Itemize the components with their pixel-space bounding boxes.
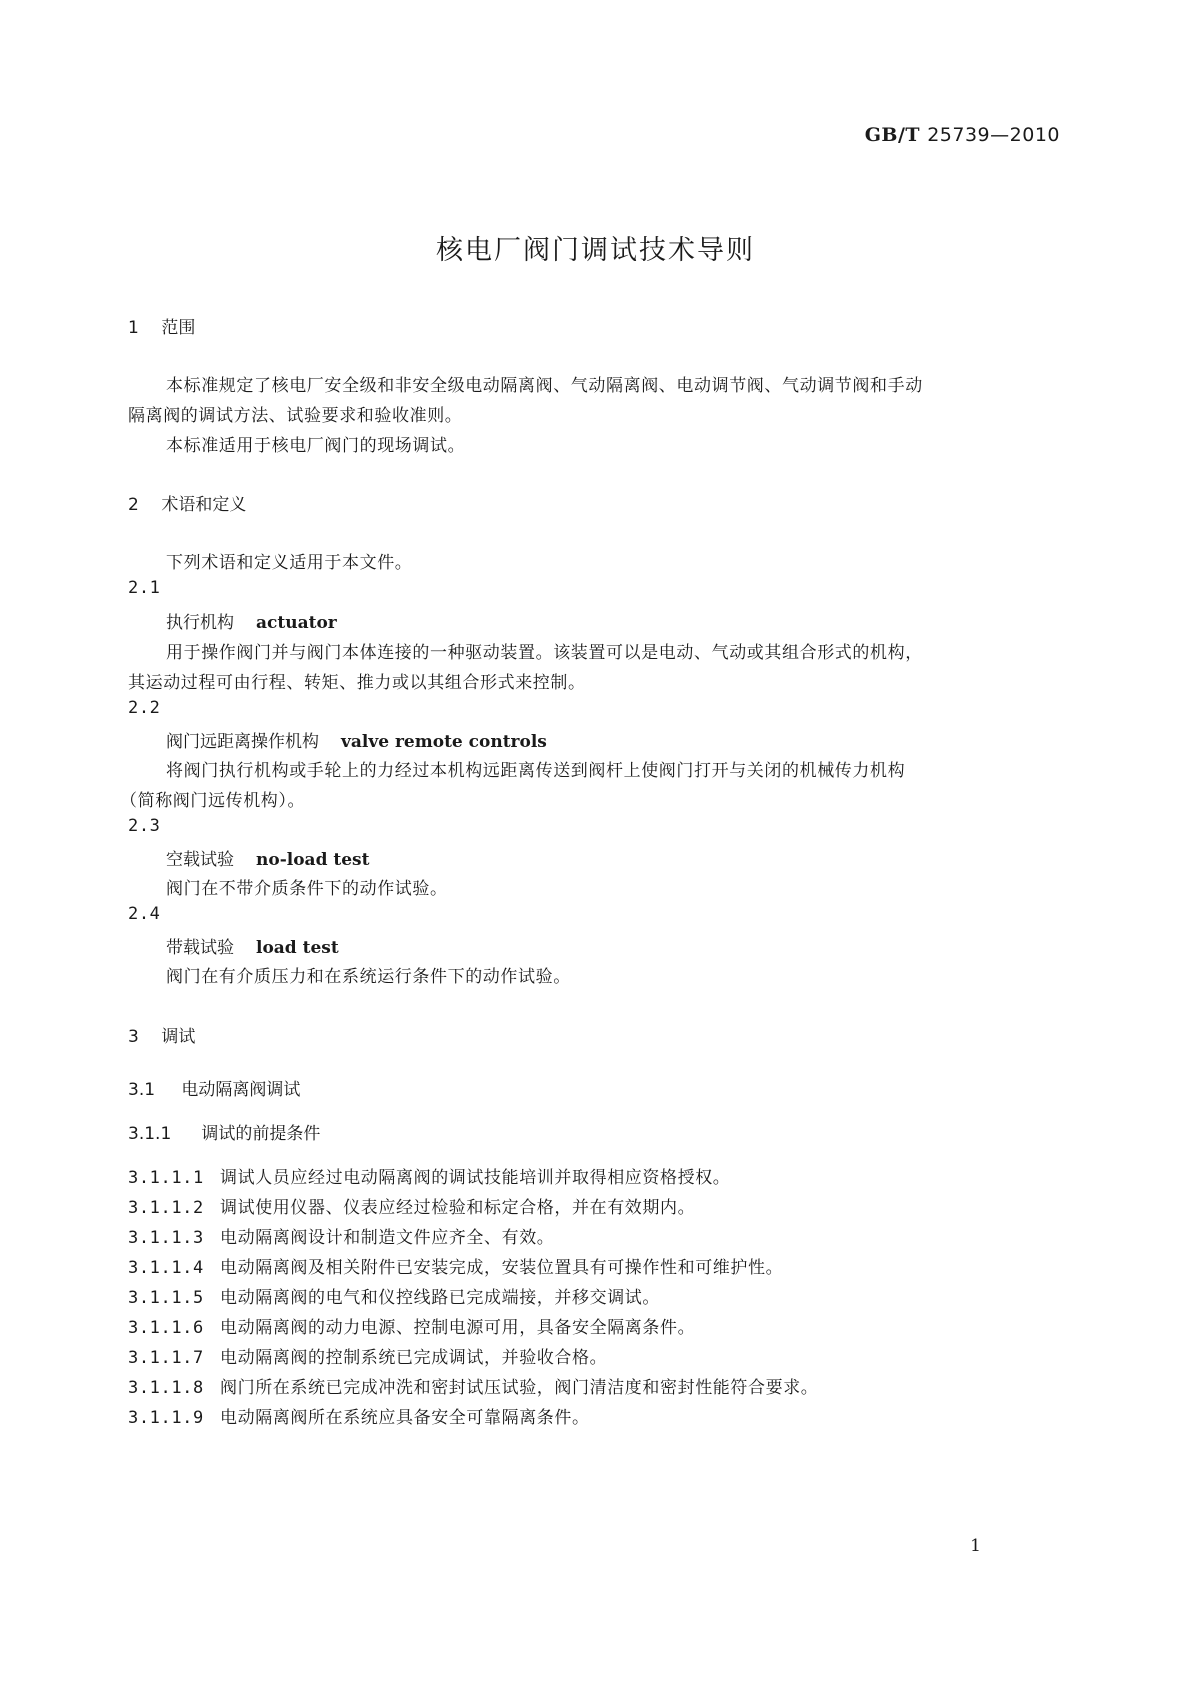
clause-number: 3.1.1.6	[128, 1318, 204, 1338]
section-heading-3	[128, 1022, 195, 1047]
clause-text: 电动隔离阀所在系统应具备安全可靠隔离条件。	[220, 1408, 590, 1428]
section-title: 调试	[161, 1027, 196, 1047]
clause-number: 3.1.1.9	[128, 1408, 204, 1428]
clause-item	[128, 1343, 607, 1368]
clause-item	[128, 1253, 783, 1278]
clause-number: 3.1.1.3	[128, 1228, 204, 1248]
section-number: 3	[128, 1027, 139, 1047]
clause-number: 3.1.1.5	[128, 1288, 204, 1308]
definition-line: （简称阀门远传机构）。	[120, 791, 306, 811]
standard-code	[865, 124, 1060, 146]
term-number: 2.1	[128, 578, 161, 598]
section-heading-2	[128, 490, 246, 515]
term-english: no-load test	[256, 850, 370, 870]
subsection-heading-3-1-1	[128, 1119, 320, 1144]
clause-text: 电动隔离阀及相关附件已安装完成，安装位置具有可操作性和可维护性。	[220, 1258, 784, 1278]
clause-text: 电动隔离阀的电气和仪控线路已完成端接，并移交调试。	[220, 1288, 660, 1308]
clause-text: 阀门所在系统已完成冲洗和密封试压试验，阀门清洁度和密封性能符合要求。	[220, 1378, 819, 1398]
clause-number: 3.1.1.4	[128, 1258, 204, 1278]
section-number: 2	[128, 495, 139, 515]
clause-number: 3.1.1.8	[128, 1378, 204, 1398]
term-english: actuator	[256, 613, 337, 633]
subsection-heading-3-1	[128, 1075, 300, 1100]
subsection-title: 电动隔离阀调试	[181, 1080, 301, 1100]
clause-text: 电动隔离阀的控制系统已完成调试，并验收合格。	[220, 1348, 608, 1368]
term-number: 2.3	[128, 816, 161, 836]
clause-number: 3.1.1.7	[128, 1348, 204, 1368]
section-title: 范围	[161, 318, 196, 338]
term-entry	[166, 608, 337, 633]
term-chinese: 空载试验	[166, 850, 234, 870]
paragraph-line: 隔离阀的调试方法、试验要求和验收准则。	[128, 406, 463, 426]
section-heading-1	[128, 313, 195, 338]
paragraph-line: 下列术语和定义适用于本文件。	[166, 553, 413, 573]
definition-line: 用于操作阀门并与阀门本体连接的一种驱动装置。该装置可以是电动、气动或其组合形式的机构，	[166, 643, 923, 663]
clause-text: 电动隔离阀设计和制造文件应齐全、有效。	[220, 1228, 555, 1248]
subsection-title: 调试的前提条件	[201, 1124, 321, 1144]
paragraph-line: 本标准适用于核电厂阀门的现场调试。	[166, 436, 466, 456]
term-chinese: 执行机构	[166, 613, 234, 633]
term-english: load test	[256, 938, 339, 958]
definition-line: 阀门在有介质压力和在系统运行条件下的动作试验。	[166, 967, 571, 987]
subsection-number: 3.1	[128, 1080, 156, 1100]
clause-item	[128, 1223, 554, 1248]
clause-number: 3.1.1.1	[128, 1168, 204, 1188]
paragraph-line: 本标准规定了核电厂安全级和非安全级电动隔离阀、气动隔离阀、电动调节阀、气动调节阀和手动	[166, 376, 923, 396]
clause-item	[128, 1313, 695, 1338]
definition-line: 其运动过程可由行程、转矩、推力或以其组合形式来控制。	[128, 673, 586, 693]
term-entry	[166, 845, 369, 870]
clause-text: 调试人员应经过电动隔离阀的调试技能培训并取得相应资格授权。	[220, 1168, 731, 1188]
definition-line: 阀门在不带介质条件下的动作试验。	[166, 879, 448, 899]
term-chinese: 带载试验	[166, 938, 234, 958]
clause-item	[128, 1283, 660, 1308]
term-chinese: 阀门远距离操作机构	[166, 732, 319, 752]
standard-code-prefix: GB/T	[864, 124, 921, 146]
term-english: valve remote controls	[341, 732, 547, 752]
clause-number: 3.1.1.2	[128, 1198, 204, 1218]
document-title: 核电厂阀门调试技术导则	[436, 235, 755, 266]
clause-item	[128, 1373, 818, 1398]
section-title: 术语和定义	[161, 495, 247, 515]
page-number: 1	[970, 1536, 981, 1556]
definition-line: 将阀门执行机构或手轮上的力经过本机构远距离传送到阀杆上使阀门打开与关闭的机械传力机构	[166, 761, 906, 781]
section-number: 1	[128, 318, 139, 338]
term-entry	[166, 933, 339, 958]
clause-text: 调试使用仪器、仪表应经过检验和标定合格，并在有效期内。	[220, 1198, 696, 1218]
term-number: 2.2	[128, 698, 161, 718]
clause-item	[128, 1193, 695, 1218]
standard-code-number: 25739—2010	[927, 124, 1060, 146]
term-entry	[166, 727, 547, 752]
clause-text: 电动隔离阀的动力电源、控制电源可用，具备安全隔离条件。	[220, 1318, 696, 1338]
clause-item	[128, 1163, 730, 1188]
subsection-number: 3.1.1	[128, 1124, 172, 1144]
clause-item	[128, 1403, 590, 1428]
term-number: 2.4	[128, 904, 161, 924]
